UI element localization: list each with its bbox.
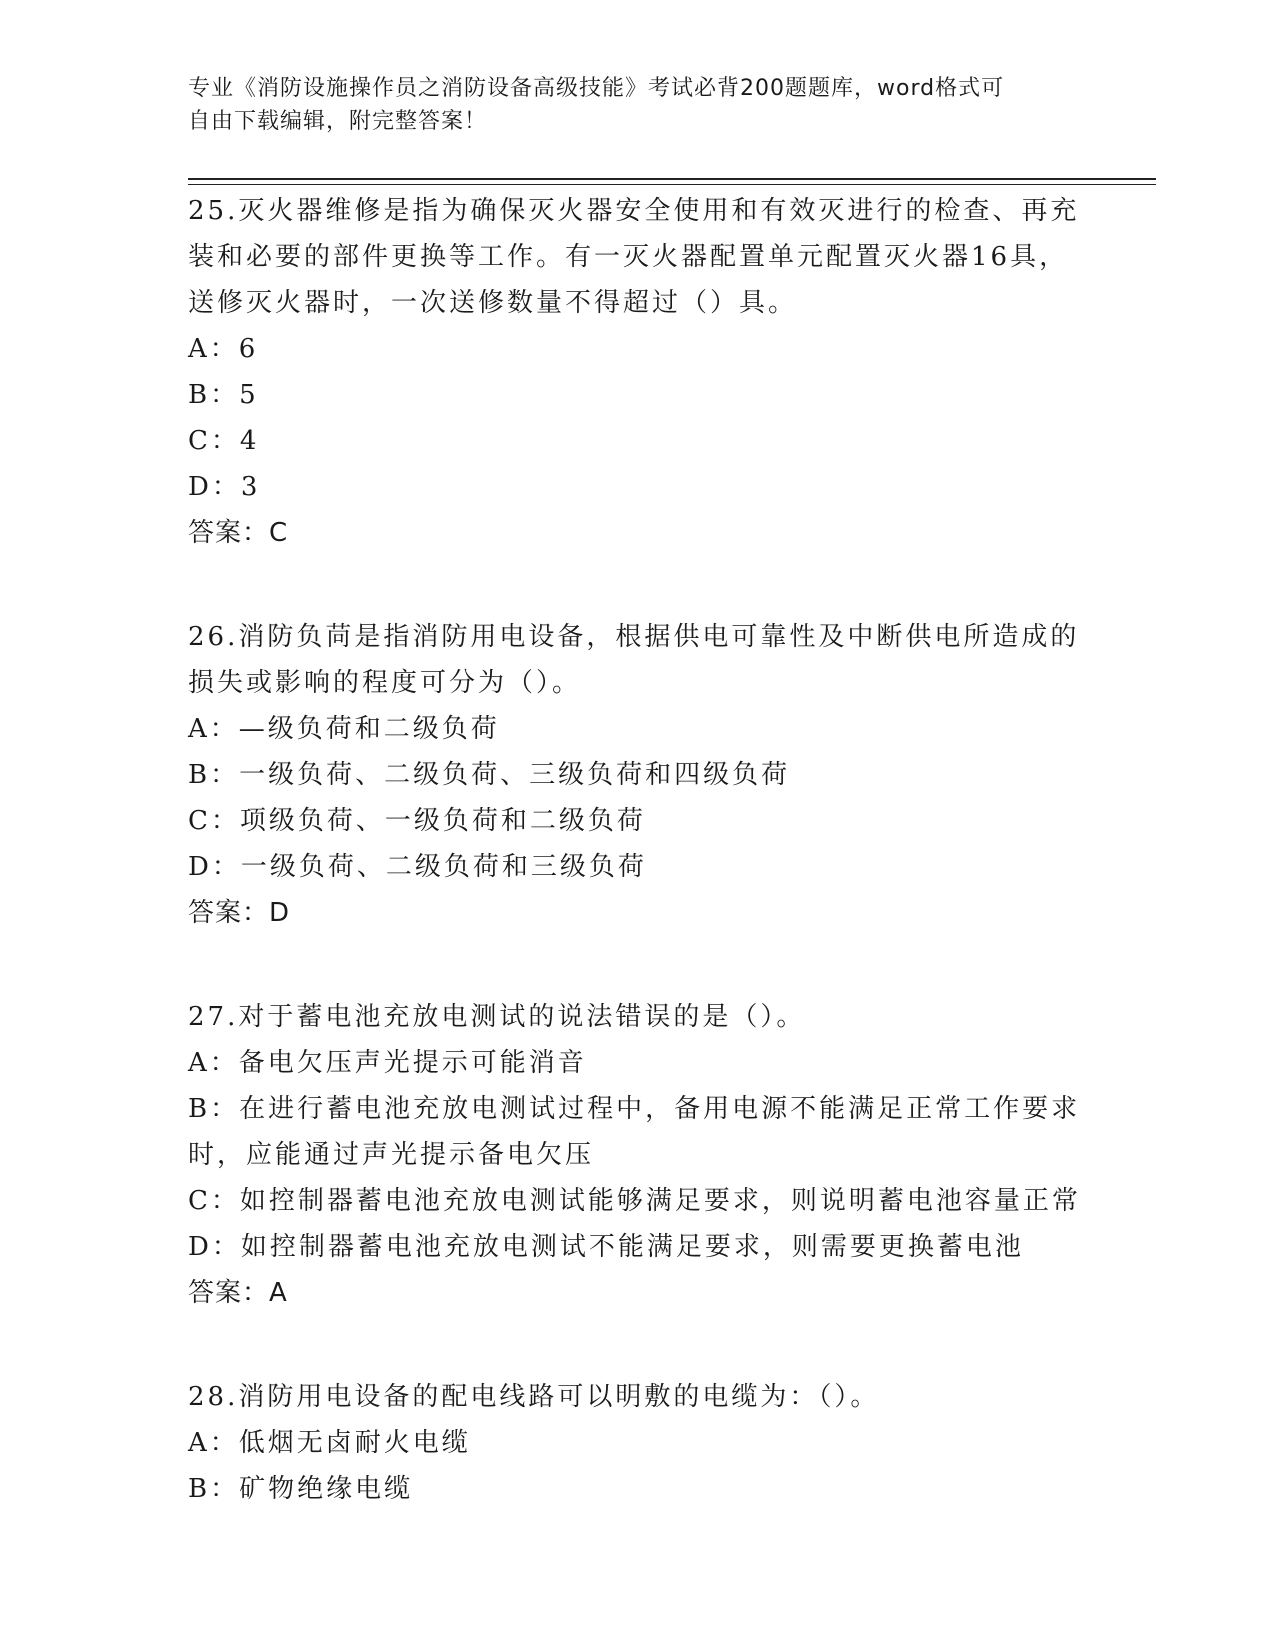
document-header [188, 72, 1068, 138]
question-26 [188, 614, 1088, 936]
stem-line: 装和必要的部件更换等工作。有一灭火器配置单元配置灭火器16具， [188, 242, 1069, 272]
question-stem [188, 994, 1088, 1040]
option-a: A：低烟无卤耐火电缆 [188, 1428, 471, 1458]
option-c: C：如控制器蓄电池充放电测试能够满足要求，则说明蓄电池容量正常 [188, 1186, 1081, 1216]
stem-line: 25.灭火器维修是指为确保灭火器安全使用和有效灭进行的检查、再充 [188, 196, 1080, 226]
option-b-continued: 时，应能通过声光提示备电欠压 [188, 1140, 595, 1170]
option-d: D：3 [188, 472, 261, 502]
option-b: B：5 [188, 380, 259, 410]
option-a: A：—级负荷和二级负荷 [188, 714, 500, 744]
answer-label: 答案：D [188, 898, 291, 928]
option-b: B：一级负荷、二级负荷、三级负荷和四级负荷 [188, 760, 791, 790]
option-b: B：矿物绝缘电缆 [188, 1474, 414, 1504]
question-25 [188, 188, 1088, 556]
option-b: B：在进行蓄电池充放电测试过程中，备用电源不能满足正常工作要求 [188, 1094, 1081, 1124]
stem-line: 损失或影响的程度可分为（）。 [188, 668, 582, 698]
header-line-2: 自由下载编辑，附完整答案！ [188, 109, 488, 134]
question-stem [188, 188, 1088, 326]
answer-label: 答案：C [188, 518, 289, 548]
option-c: C：4 [188, 426, 260, 456]
option-c: C：项级负荷、一级负荷和二级负荷 [188, 806, 646, 836]
header-line-1: 专业《消防设施操作员之消防设备高级技能》考试必背200题题库，word格式可 [188, 76, 1005, 101]
stem-line: 送修灭火器时，一次送修数量不得超过（）具。 [188, 288, 798, 318]
stem-line: 28.消防用电设备的配电线路可以明敷的电缆为：（）。 [188, 1382, 880, 1412]
option-a: A：6 [188, 334, 259, 364]
question-stem [188, 614, 1088, 706]
option-d: D：一级负荷、二级负荷和三级负荷 [188, 852, 647, 882]
stem-line: 27.对于蓄电池充放电测试的说法错误的是（）。 [188, 1002, 806, 1032]
question-list [188, 188, 1088, 1570]
option-a: A：备电欠压声光提示可能消音 [188, 1048, 587, 1078]
question-27 [188, 994, 1088, 1316]
question-stem [188, 1374, 1088, 1420]
option-d: D：如控制器蓄电池充放电测试不能满足要求，则需要更换蓄电池 [188, 1232, 1024, 1262]
header-divider-thin [188, 184, 1156, 185]
stem-line: 26.消防负苘是指消防用电设备，根据供电可靠性及中断供电所造成的 [188, 622, 1080, 652]
header-divider-thick [188, 178, 1156, 180]
question-28 [188, 1374, 1088, 1512]
answer-label: 答案：A [188, 1278, 288, 1308]
